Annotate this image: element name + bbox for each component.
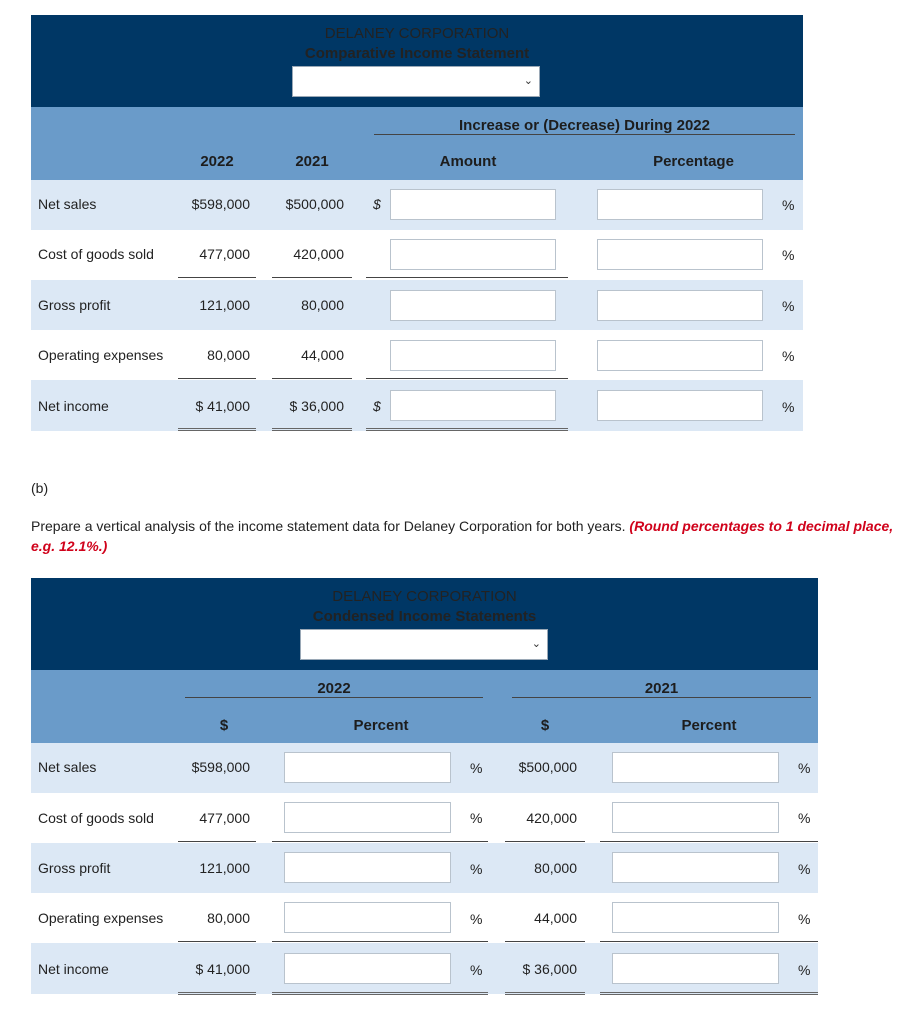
percentage-input[interactable] <box>597 290 763 321</box>
percent-sign: % <box>470 861 483 877</box>
percent-sign: % <box>470 962 483 978</box>
part-b-year-2021: 2021 <box>644 680 679 697</box>
percent-2021-input[interactable] <box>612 752 779 783</box>
subtotal-underline <box>366 277 568 278</box>
instruction-rounding-note: (Round percentages to 1 decimal place, e.g. 12.1%.) <box>31 518 894 554</box>
total-double-underline <box>272 992 488 995</box>
value-2022: 477,000 <box>199 810 250 826</box>
value-2022: 477,000 <box>199 246 250 262</box>
value-2022: 121,000 <box>199 297 250 313</box>
part-b-company-name: DELANEY CORPORATION <box>332 588 517 605</box>
subtotal-underline <box>505 841 585 842</box>
part-a-statement-title: Comparative Income Statement <box>304 45 530 62</box>
part-b-year-2021-underline <box>512 697 811 698</box>
percent-sign: % <box>782 298 795 314</box>
percentage-input[interactable] <box>597 390 763 421</box>
row-label: Operating expenses <box>38 910 164 926</box>
value-2021: 420,000 <box>526 810 577 826</box>
percent-sign: % <box>470 911 483 927</box>
percent-sign: % <box>798 962 811 978</box>
percent-2022-input[interactable] <box>284 953 451 984</box>
chevron-down-icon: ⌄ <box>523 75 533 87</box>
value-2021: 420,000 <box>293 246 344 262</box>
row-label: Net sales <box>38 759 97 775</box>
value-2021: $ 36,000 <box>289 398 344 414</box>
subtotal-underline <box>178 277 256 278</box>
total-double-underline <box>600 992 818 995</box>
percent-2021-input[interactable] <box>612 802 779 833</box>
value-2021: $500,000 <box>518 759 577 775</box>
percent-sign: % <box>798 911 811 927</box>
total-double-underline <box>272 428 352 431</box>
part-b-year-2022-underline <box>185 697 483 698</box>
row-label: Operating expenses <box>38 347 164 363</box>
amount-input[interactable] <box>390 390 556 421</box>
part-b-date-select[interactable] <box>300 629 548 660</box>
amount-input[interactable] <box>390 239 556 270</box>
total-double-underline <box>178 428 256 431</box>
part-b-col-percent-2021: Percent <box>681 717 737 734</box>
value-2021: $ 36,000 <box>522 961 577 977</box>
value-2022: $598,000 <box>191 196 250 212</box>
part-a-col-2022: 2022 <box>200 153 234 170</box>
percent-sign: % <box>470 810 483 826</box>
percentage-input[interactable] <box>597 239 763 270</box>
part-a-date-select[interactable] <box>292 66 540 97</box>
row-label: Net sales <box>38 196 97 212</box>
row-label: Net income <box>38 398 109 414</box>
percent-2022-input[interactable] <box>284 902 451 933</box>
row-label: Net income <box>38 961 109 977</box>
part-b-statement-title: Condensed Income Statements <box>312 608 537 625</box>
subtotal-underline <box>178 841 256 842</box>
total-double-underline <box>505 992 585 995</box>
percent-sign: % <box>798 861 811 877</box>
value-2021: 80,000 <box>534 860 577 876</box>
part-a-group-underline <box>374 134 795 135</box>
value-2021: $500,000 <box>285 196 344 212</box>
percent-sign: % <box>798 810 811 826</box>
amount-input[interactable] <box>390 340 556 371</box>
value-2021: 44,000 <box>301 347 344 363</box>
currency-sign: $ <box>373 398 381 414</box>
value-2022: 121,000 <box>199 860 250 876</box>
value-2022: $ 41,000 <box>195 961 250 977</box>
subtotal-underline <box>600 841 818 842</box>
subtotal-underline <box>505 941 585 942</box>
currency-sign: $ <box>373 196 381 212</box>
subtotal-underline <box>272 277 352 278</box>
value-2021: 44,000 <box>534 910 577 926</box>
part-b-year-2022: 2022 <box>317 680 351 697</box>
subtotal-underline <box>366 378 568 379</box>
part-a-col-2021: 2021 <box>295 153 329 170</box>
percent-2021-input[interactable] <box>612 902 779 933</box>
row-label: Gross profit <box>38 860 111 876</box>
percent-sign: % <box>782 399 795 415</box>
value-2022: $598,000 <box>191 759 250 775</box>
percent-sign: % <box>798 760 811 776</box>
value-2021: 80,000 <box>301 297 344 313</box>
part-b-col-dollar-2022: $ <box>219 717 229 734</box>
percent-2021-input[interactable] <box>612 852 779 883</box>
subtotal-underline <box>178 378 256 379</box>
percent-2021-input[interactable] <box>612 953 779 984</box>
row-label: Cost of goods sold <box>38 246 154 262</box>
subtotal-underline <box>178 941 256 942</box>
amount-input[interactable] <box>390 189 556 220</box>
total-double-underline <box>178 992 256 995</box>
row-label: Cost of goods sold <box>38 810 154 826</box>
percent-2022-input[interactable] <box>284 852 451 883</box>
part-b-col-percent-2022: Percent <box>353 717 409 734</box>
percent-2022-input[interactable] <box>284 802 451 833</box>
percent-sign: % <box>782 247 795 263</box>
percentage-input[interactable] <box>597 189 763 220</box>
row-label: Gross profit <box>38 297 111 313</box>
subtotal-underline <box>272 841 488 842</box>
value-2022: 80,000 <box>207 910 250 926</box>
part-a-group-header: Increase or (Decrease) During 2022 <box>459 117 710 134</box>
part-a-col-amount: Amount <box>439 153 497 170</box>
percent-sign: % <box>782 348 795 364</box>
percent-sign: % <box>470 760 483 776</box>
chevron-down-icon: ⌄ <box>531 638 541 650</box>
amount-input[interactable] <box>390 290 556 321</box>
subtotal-underline <box>272 378 352 379</box>
total-double-underline <box>366 428 568 431</box>
value-2022: $ 41,000 <box>195 398 250 414</box>
percentage-input[interactable] <box>597 340 763 371</box>
percent-sign: % <box>782 197 795 213</box>
instruction-text <box>31 516 901 556</box>
section-label-b: (b) <box>31 480 49 496</box>
percent-2022-input[interactable] <box>284 752 451 783</box>
subtotal-underline <box>272 941 488 942</box>
instruction-main: Prepare a vertical analysis of the income statement data for Delaney Corporation for both years. <box>31 518 626 534</box>
part-a-col-percentage: Percentage <box>653 153 734 170</box>
subtotal-underline <box>600 941 818 942</box>
part-a-company-name: DELANEY CORPORATION <box>324 25 510 42</box>
part-b-col-dollar-2021: $ <box>540 717 550 734</box>
value-2022: 80,000 <box>207 347 250 363</box>
